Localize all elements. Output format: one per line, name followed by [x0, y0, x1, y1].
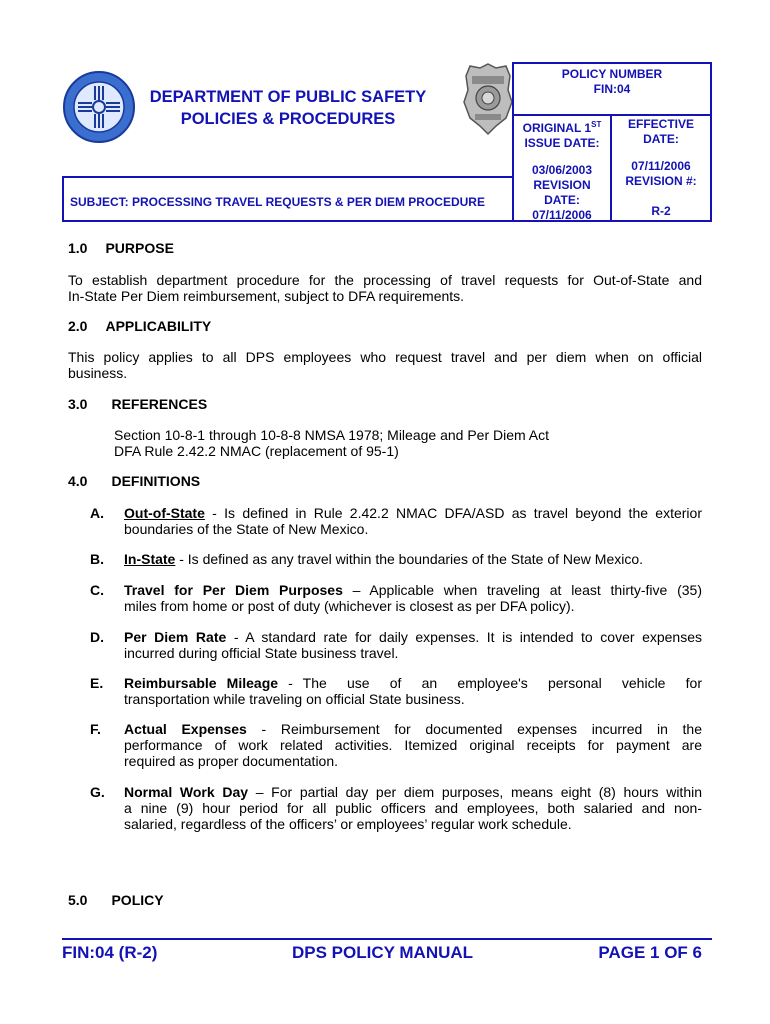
section-heading-applicability: 2.0 APPLICABILITY: [68, 318, 212, 334]
revision-date-label: REVISION: [533, 178, 591, 192]
definition-letter: G.: [90, 784, 105, 800]
original-issue-label: ORIGINAL 1ST: [522, 120, 602, 135]
effective-date: 07/11/2006: [631, 159, 691, 173]
paragraph-purpose: To establish department procedure for the processing of travel requests for Out-of-State and In-State Per Diem reimbursement, subject to DFA requirements.: [68, 272, 702, 304]
policy-number-cell: [514, 67, 710, 97]
paragraph-applicability: This policy applies to all DPS employees who request travel and per diem when on official business.: [68, 349, 702, 381]
section-heading-policy: 5.0 POLICY: [68, 892, 164, 908]
definition-letter: C.: [90, 582, 104, 598]
policy-number-label: POLICY NUMBER: [561, 67, 663, 81]
original-issue-label-2: ISSUE DATE:: [524, 136, 600, 150]
department-title: [128, 86, 448, 130]
original-issue-date: 03/06/2003: [531, 163, 593, 177]
footer-page-number: PAGE 1 OF 6: [598, 943, 702, 962]
revision-date: 07/11/2006: [532, 208, 592, 222]
definition-item: Actual Expenses - Reimbursement for documented expenses incurred in the performance of work related activities. Itemized original receipts for payment are required as proper documentation.: [124, 721, 702, 769]
policy-number: FIN:04: [593, 82, 631, 96]
effective-label: EFFECTIVE: [627, 117, 694, 131]
department-name: DEPARTMENT OF PUBLIC SAFETY: [149, 88, 427, 106]
paragraph-references: Section 10-8-1 through 10-8-8 NMSA 1978; Mileage and Per Diem Act DFA Rule 2.42.2 NMAC (replacement of 95-1): [114, 427, 550, 459]
effective-date-cell: [612, 117, 710, 219]
definition-letter: B.: [90, 551, 104, 567]
definition-letter: A.: [90, 505, 104, 521]
section-heading-purpose: 1.0 PURPOSE: [68, 240, 174, 256]
definition-letter: E.: [90, 675, 104, 691]
definition-item: Reimbursable Mileage - The use of an employee's personal vehicle for transportation while traveling on official State business.: [124, 675, 702, 707]
department-subtitle: POLICIES & PROCEDURES: [180, 110, 396, 128]
revision-number-label: REVISION #:: [625, 174, 697, 188]
definition-letter: F.: [90, 721, 101, 737]
original-issue-cell: [514, 117, 610, 223]
definition-item: Per Diem Rate - A standard rate for daily expenses. It is intended to cover expenses incurred during official State business travel.: [124, 629, 703, 661]
definition-item: Travel for Per Diem Purposes – Applicable when traveling at least thirty-five (35) miles from home or post of duty (whichever is closest as per DFA policy).: [124, 582, 702, 614]
definition-item: Normal Work Day – For partial day per diem purposes, means eight (8) hours within a nine (9) hour period for all public officers and employees, both salaried and non- salaried, regardless of the officers’ or employees’ regular work schedule.: [124, 784, 703, 832]
footer-divider: [62, 938, 712, 940]
footer-policy-id: FIN:04 (R-2): [62, 943, 158, 962]
policy-info-box: [512, 62, 712, 222]
section-heading-definitions: 4.0 DEFINITIONS: [68, 473, 201, 489]
revision-date-label-2: DATE:: [544, 193, 580, 207]
footer-manual-title: DPS POLICY MANUAL: [292, 943, 474, 962]
subject-line: SUBJECT: PROCESSING TRAVEL REQUESTS & PER DIEM PROCEDURE: [70, 195, 485, 209]
definition-letter: D.: [90, 629, 104, 645]
revision-number: R-2: [651, 204, 671, 218]
definition-item: In-State - Is defined as any travel within the boundaries of the State of New Mexico.: [124, 551, 644, 567]
state-seal-icon: [62, 70, 136, 144]
police-badge-icon: [462, 62, 514, 136]
divider: [514, 114, 710, 116]
subject-box: [62, 176, 514, 222]
effective-label-2: DATE:: [643, 132, 679, 146]
section-heading-references: 3.0 REFERENCES: [68, 396, 208, 412]
definition-item: Out-of-State - Is defined in Rule 2.42.2 NMAC DFA/ASD as travel beyond the exterior boundaries of the State of New Mexico.: [124, 505, 702, 537]
